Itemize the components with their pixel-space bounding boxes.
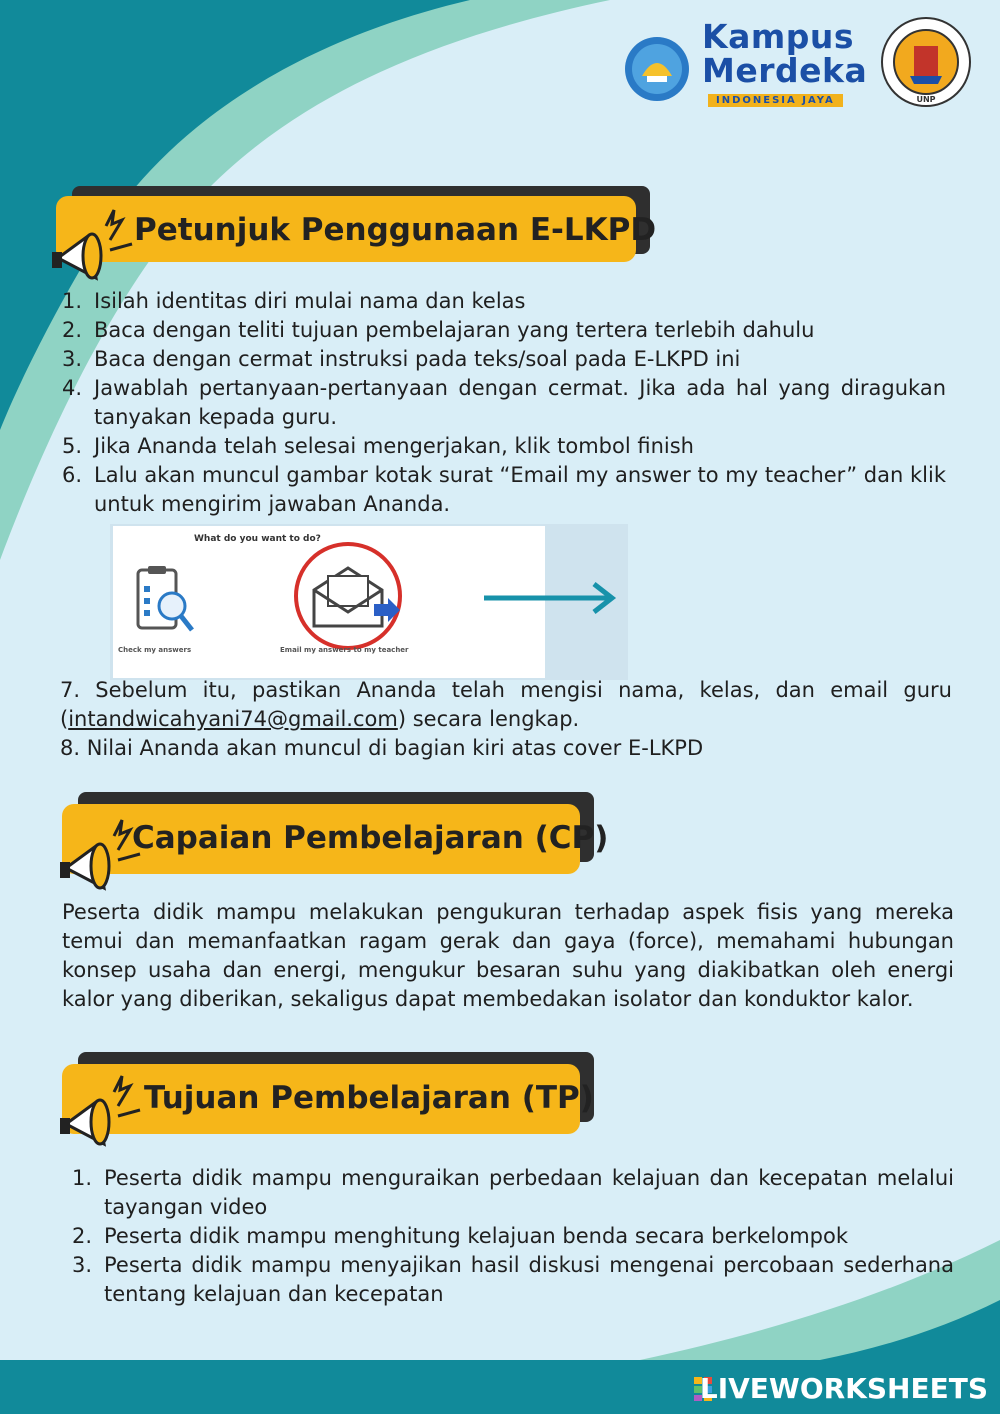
section-title: Capaian Pembelajaran (CP): [132, 820, 609, 856]
section-header-cp: [56, 790, 616, 890]
section-header-petunjuk: [48, 184, 658, 284]
unp-seal-icon: [880, 16, 972, 108]
section-title: Tujuan Pembelajaran (TP): [144, 1080, 594, 1116]
merdeka-text: Merdeka: [702, 51, 868, 90]
section-header-tp: [56, 1050, 616, 1150]
section-title: Petunjuk Penggunaan E-LKPD: [134, 212, 657, 248]
tut-wuri-handayani-logo-icon: [624, 36, 690, 102]
unp-seal-text: UNP: [916, 95, 936, 104]
dialog-question: What do you want to do?: [194, 534, 321, 544]
kampus-merdeka-logo: [702, 17, 872, 110]
list-item: 3. Baca dengan cermat instruksi pada teks/soal pada E-LKPD ini: [62, 347, 741, 371]
list-item: 5. Jika Ananda telah selesai mengerjakan, klik tombol finish: [62, 434, 694, 458]
item-7: 7. Sebelum itu, pastikan Ananda telah mengisi nama, kelas, dan email guru (intandwicahyani74@gmail.com) secara lengkap.: [60, 678, 952, 731]
instruction-list: [62, 287, 946, 519]
check-answers-label: Check my answers: [118, 646, 192, 654]
list-item: 1. Isilah identitas diri mulai nama dan kelas: [62, 289, 526, 313]
list-item: 2. Baca dengan teliti tujuan pembelajaran yang tertera terlebih dahulu: [62, 318, 815, 342]
list-item: 3. Peserta didik mampu menyajikan hasil diskusi mengenai percobaan sederhana tentang kelajuan dan kecepatan: [72, 1253, 954, 1306]
email-envelope-icon[interactable]: [292, 540, 404, 652]
instruction-extra: [60, 676, 952, 763]
kampus-tagline: INDONESIA JAYA: [708, 94, 843, 107]
list-item: 2. Peserta didik mampu menghitung kelajuan benda secara berkelompok: [72, 1224, 849, 1248]
tp-list: [72, 1164, 954, 1309]
finish-dialog-screenshot: [110, 524, 628, 680]
megaphone-icon: [56, 1070, 146, 1150]
list-item: 6. Lalu akan muncul gambar kotak surat “Email my answer to my teacher” dan klik untuk mengirim jawaban Ananda.: [62, 463, 946, 516]
megaphone-icon: [48, 204, 138, 284]
item-8: 8. Nilai Ananda akan muncul di bagian kiri atas cover E-LKPD: [60, 736, 704, 760]
list-item: 4. Jawablah pertanyaan-pertanyaan dengan cermat. Jika ada hal yang diragukan tanyakan kepada guru.: [62, 376, 946, 429]
kampus-text: Kampus: [702, 17, 854, 56]
list-item: 1. Peserta didik mampu menguraikan perbedaan kelajuan dan kecepatan melalui tayangan video: [72, 1166, 954, 1219]
clipboard-icon: [132, 564, 196, 636]
email-answers-label: Email my answers to my teacher: [280, 646, 409, 654]
cp-paragraph: Peserta didik mampu melakukan pengukuran terhadap aspek fisis yang mereka temui dan memanfaatkan ragam gerak dan gaya (force), memahami hubungan konsep usaha dan energi, mengukur besaran suhu yang diakibatkan oleh energi kalor yang diberikan, sekaligus dapat membedakan isolator dan konduktor kalor.: [62, 900, 954, 1011]
teacher-email-link[interactable]: intandwicahyani74@gmail.com: [68, 707, 398, 731]
arrow-right-icon: [482, 580, 618, 616]
liveworksheets-brand[interactable]: LIVEWORKSHEETS: [699, 1372, 988, 1405]
